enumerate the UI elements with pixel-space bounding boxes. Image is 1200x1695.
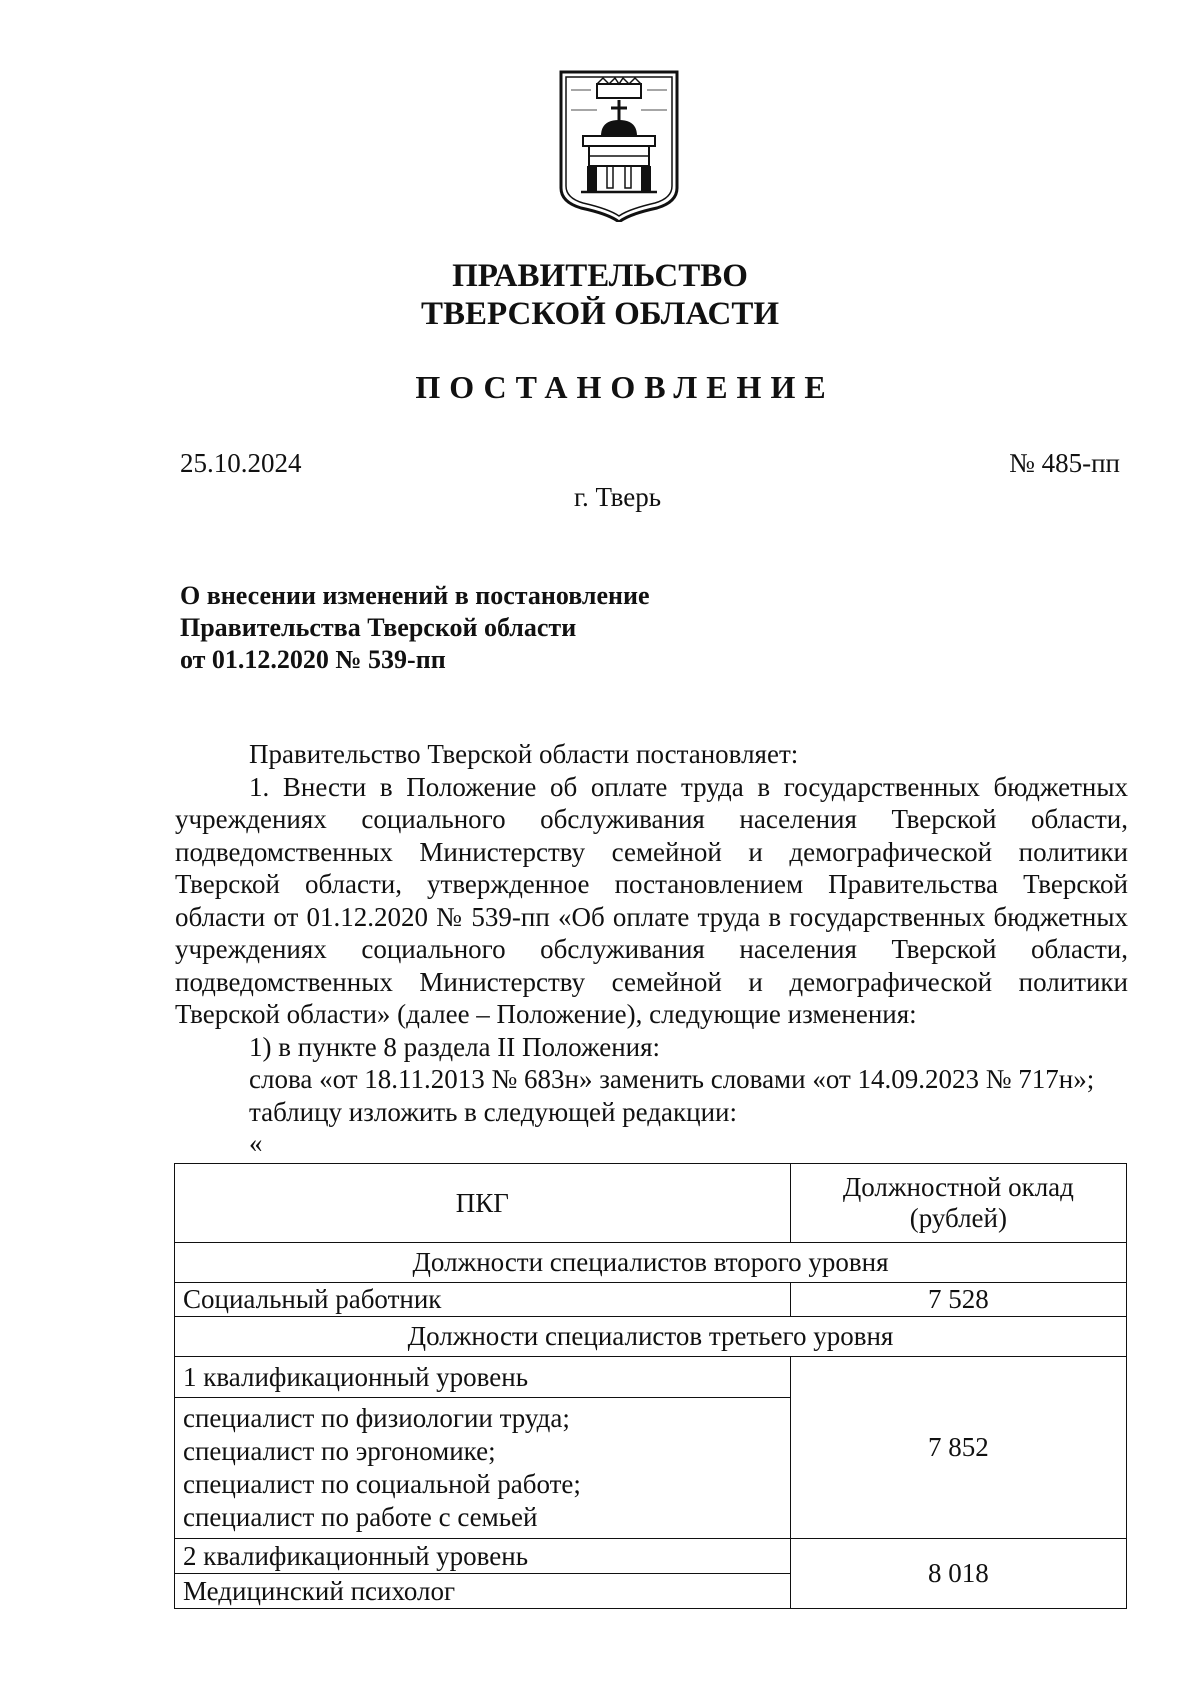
decree-date: 25.10.2024 — [180, 448, 302, 478]
document-type-heading: ПОСТАНОВЛЕНИЕ — [415, 369, 835, 405]
table-row — [175, 1357, 1127, 1398]
body-item-1-table: таблицу изложить в следующей редакции: — [249, 1096, 737, 1127]
qualification-level-2: 2 квалификационный уровень — [175, 1539, 791, 1574]
body-paragraph-1: 1. Внести в Положение об оплате труда в государственных бюджетных учреждениях социального обслуживания населения Тверской области, подведомственных Министерству семейной и демографической политики Тверской области, утвержденное постановлением Правительства Тверской области от 01.12.2020 № 539-пп «Об оплате труда в государственных бюджетных учреждениях социального обслуживания населения Тверской области, подведомственных Министерству семейной и демографической политики Тверской области» (далее – Положение), следующие изменения: — [175, 771, 1128, 1029]
table-section-row — [175, 1317, 1127, 1357]
qualification-level-1: 1 квалификационный уровень — [175, 1357, 791, 1398]
level-1-position: специалист по физиологии труда; — [183, 1403, 570, 1433]
header-salary-line2: (рублей) — [909, 1203, 1007, 1233]
decree-number: № 485-пп — [1009, 448, 1120, 478]
coat-of-arms-emblem — [557, 70, 681, 222]
salary-table — [174, 1163, 1127, 1609]
subject-line2: Правительства Тверской области — [180, 613, 577, 642]
position-social-worker: Социальный работник — [175, 1283, 791, 1317]
level-1-position: специалист по работе с семьей — [183, 1502, 538, 1532]
subject-line3: от 01.12.2020 № 539-пп — [180, 645, 446, 674]
government-title-line2: ТВЕРСКОЙ ОБЛАСТИ — [420, 296, 780, 332]
header-pkg: ПКГ — [175, 1164, 791, 1243]
table-row — [175, 1283, 1127, 1317]
quote-open-mark: « — [249, 1128, 263, 1158]
table-row — [175, 1539, 1127, 1574]
header-salary-line1: Должностной оклад — [842, 1172, 1074, 1202]
government-title — [0, 257, 1200, 333]
decree-subject — [180, 580, 650, 676]
salary-level-1: 7 852 — [790, 1357, 1126, 1539]
position-medical-psychologist: Медицинский психолог — [175, 1574, 791, 1609]
salary-social-worker: 7 528 — [790, 1283, 1126, 1317]
government-title-line1: ПРАВИТЕЛЬСТВО — [452, 258, 748, 294]
body-item-1-words: слова «от 18.11.2013 № 683н» заменить словами «от 14.09.2023 № 717н»; — [249, 1064, 1095, 1094]
body-item-1: 1) в пункте 8 раздела II Положения: — [249, 1031, 661, 1062]
decree-city: г. Тверь — [573, 482, 662, 512]
decree-body — [175, 738, 1128, 1158]
level-1-position: специалист по эргономике; — [183, 1436, 496, 1466]
header-salary — [790, 1164, 1126, 1243]
section-third-level: Должности специалистов третьего уровня — [175, 1317, 1127, 1357]
level-1-position: специалист по социальной работе; — [183, 1469, 581, 1499]
subject-line1: О внесении изменений в постановление — [180, 581, 650, 610]
body-intro: Правительство Тверской области постановляет: — [249, 739, 799, 769]
section-second-level: Должности специалистов второго уровня — [175, 1243, 1127, 1283]
salary-level-2: 8 018 — [790, 1539, 1126, 1609]
level-1-positions — [175, 1398, 791, 1539]
table-header-row — [175, 1164, 1127, 1243]
table-section-row — [175, 1243, 1127, 1283]
